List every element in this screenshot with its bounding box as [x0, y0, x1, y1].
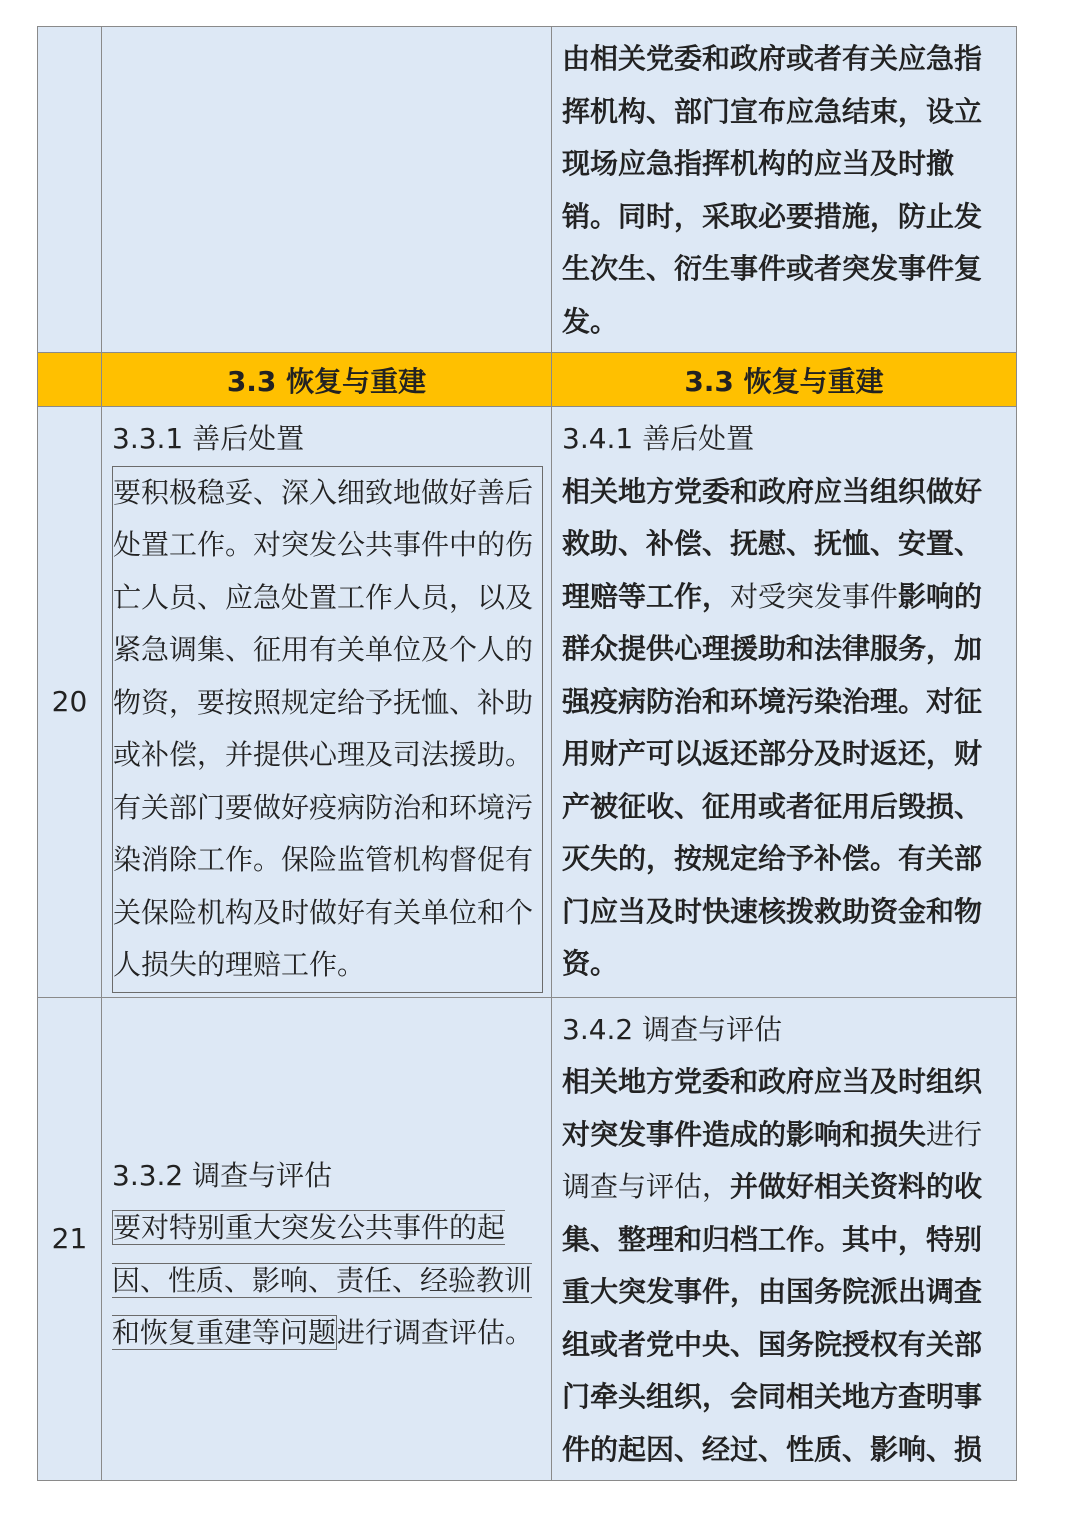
section-number-cell — [38, 353, 102, 407]
section-header-row — [38, 353, 1017, 407]
old-text-body: 要对特别重大突发公共事件的起因、性质、影响、责任、经验教训和恢复重建等问题进行调查评估。 — [112, 1211, 534, 1349]
new-text-heading: 3.4.2 调查与评估 — [562, 1012, 783, 1046]
old-text-body: 要积极稳妥、深入细致地做好善后处置工作。对突发公共事件中的伤亡人员、应急处置工作人员，以及紧急调集、征用有关单位及个人的物资，要按照规定给予抚恤、补助或补偿，并提供心理及司法援助。有关部门要做好疫病防治和环境污染消除工作。保险监管机构督促有关保险机构及时做好有关单位和个人损失的理赔工作。 — [112, 466, 543, 993]
old-text-block — [102, 998, 551, 1364]
section-title-old: 3.3 恢复与重建 — [102, 353, 552, 407]
table-row — [38, 997, 1017, 1481]
new-text-block — [552, 407, 1016, 995]
comparison-table — [37, 26, 1017, 1481]
new-text-body: 由相关党委和政府或者有关应急指挥机构、部门宣布应急结束，设立现场应急指挥机构的应当及时撤销。同时，采取必要措施，防止发生次生、衍生事件或者突发事件复发。 — [562, 42, 983, 338]
old-text-heading: 3.3.2 调查与评估 — [112, 1158, 333, 1192]
table-row — [38, 407, 1017, 998]
new-text-heading: 3.4.1 善后处置 — [562, 422, 755, 455]
new-text-block — [552, 998, 1016, 1481]
row-number-cell: 20 — [38, 407, 102, 998]
comparison-document — [37, 26, 1016, 1481]
table-row — [38, 27, 1017, 353]
row-number-cell — [38, 27, 102, 353]
old-text-block — [102, 407, 551, 997]
old-text-cell — [102, 997, 552, 1481]
old-text-cell — [102, 27, 552, 353]
old-text-cell — [102, 407, 552, 998]
row-number-cell: 21 — [38, 997, 102, 1481]
new-text-body: 相关地方党委和政府应当组织做好救助、补偿、抚慰、抚恤、安置、理赔等工作，对受突发事件影响的群众提供心理援助和法律服务，加强疫病防治和环境污染治理。对征用财产可以返还部分及时返还，财产被征收、征用或者征用后毁损、灭失的，按规定给予补偿。有关部门应当及时快速核拨救助资金和物资。 — [562, 474, 983, 980]
new-text-body: 相关地方党委和政府应当及时组织对突发事件造成的影响和损失进行调查与评估，并做好相关资料的收集、整理和归档工作。其中，特别重大突发事件，由国务院派出调查组或者党中央、国务院授权有关部门牵头组织，会同相关地方查明事件的起因、经过、性质、影响、损 — [562, 1065, 983, 1466]
section-title-new: 3.3 恢复与重建 — [552, 353, 1017, 407]
new-text-cell — [552, 997, 1017, 1481]
new-text-cell — [552, 407, 1017, 998]
new-text-cell — [552, 27, 1017, 353]
old-text-heading: 3.3.1 善后处置 — [112, 422, 305, 455]
